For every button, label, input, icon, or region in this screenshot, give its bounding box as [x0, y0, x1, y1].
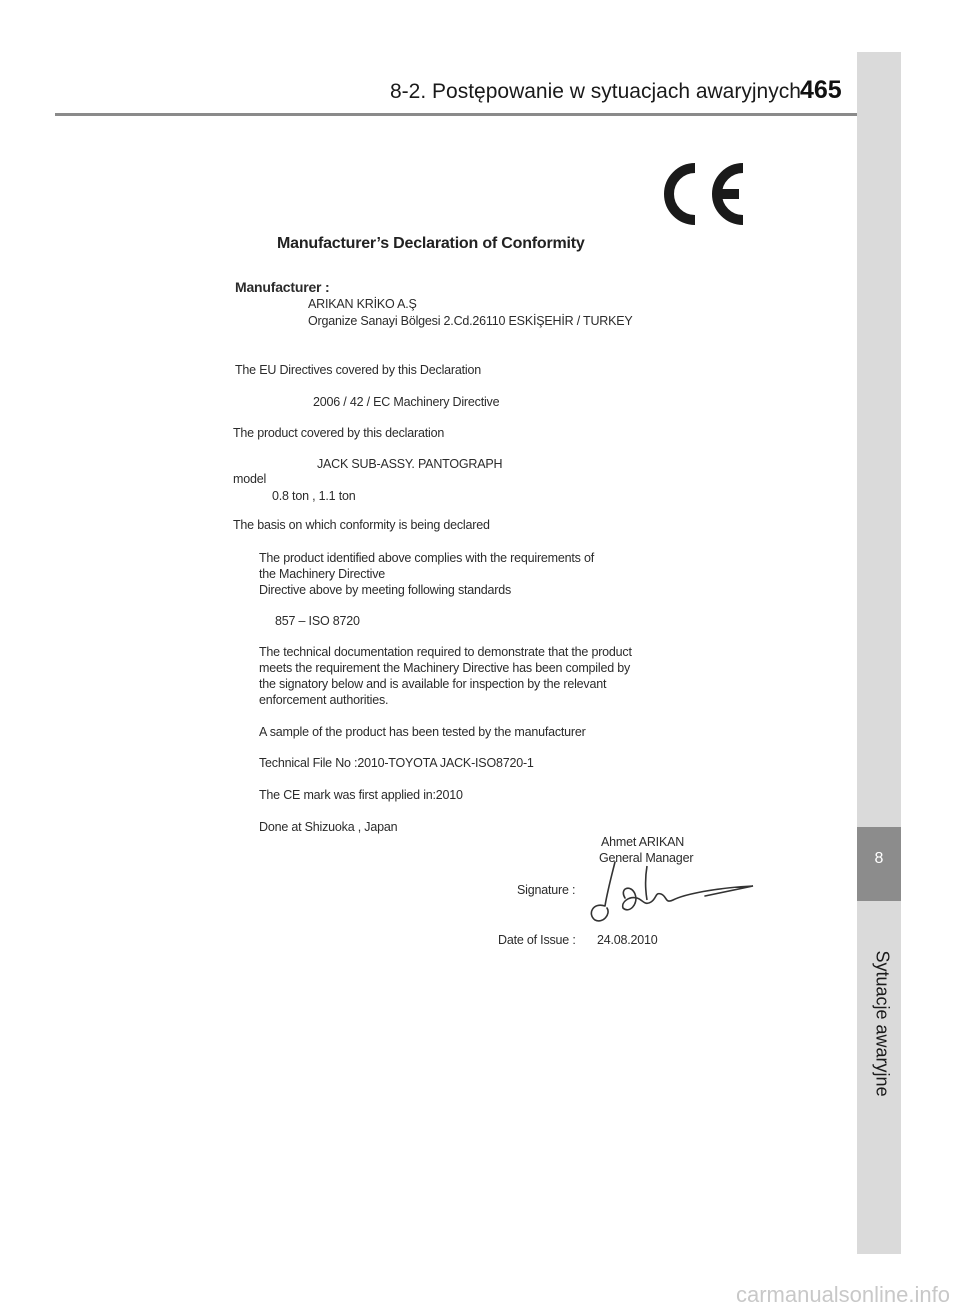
manufacturer-address: Organize Sanayi Bölgesi 2.Cd.26110 ESKİŞEHİR / TURKEY [308, 314, 633, 328]
product-name: JACK SUB-ASSY. PANTOGRAPH [317, 457, 503, 471]
product-label: The product covered by this declaration [233, 426, 445, 440]
signature-label: Signature : [517, 883, 576, 897]
eu-directives-label: The EU Directives covered by this Declaration [235, 363, 481, 377]
technical-doc-line: the signatory below and is available for inspection by the relevant [259, 677, 607, 691]
manufacturer-name: ARIKAN KRİKO A.Ş [308, 297, 417, 311]
done-at-text: Done at Shizuoka , Japan [259, 820, 398, 834]
technical-doc-line: The technical documentation required to demonstrate that the product [259, 645, 632, 659]
page-header-title: 8-2. Postępowanie w sytuacjach awaryjnych [390, 80, 801, 103]
directive-text: 2006 / 42 / EC Machinery Directive [313, 395, 500, 409]
date-of-issue-label: Date of Issue : [498, 933, 576, 947]
basis-line: Directive above by meeting following standards [259, 583, 512, 597]
technical-doc-line: meets the requirement the Machinery Directive has been compiled by [259, 661, 631, 675]
ce-mark-logo [655, 158, 751, 230]
signatory-name: Ahmet ARIKAN [601, 835, 685, 849]
page-number: 465 [800, 76, 842, 104]
chapter-label: Sytuacje awaryjne [872, 950, 893, 1097]
date-of-issue-value: 24.08.2010 [597, 933, 658, 947]
model-values: 0.8 ton , 1.1 ton [272, 489, 356, 503]
standard-reference: 857 – ISO 8720 [275, 614, 360, 628]
basis-line: The product identified above complies with the requirements of [259, 551, 595, 565]
signatory-title: General Manager [599, 851, 694, 865]
basis-label: The basis on which conformity is being declared [233, 518, 490, 532]
technical-file-number: Technical File No :2010-TOYOTA JACK-ISO8720-1 [259, 756, 534, 770]
manufacturer-label: Manufacturer : [235, 279, 330, 295]
basis-line: the Machinery Directive [259, 567, 386, 581]
header-divider [55, 113, 857, 116]
declaration-title: Manufacturer’s Declaration of Conformity [277, 235, 585, 252]
ce-applied-text: The CE mark was first applied in:2010 [259, 788, 463, 802]
sample-tested-text: A sample of the product has been tested by the manufacturer [259, 725, 586, 739]
handwritten-signature [585, 858, 760, 928]
model-label: model [233, 472, 267, 486]
technical-doc-line: enforcement authorities. [259, 693, 389, 707]
site-watermark: carmanualsonline.info [735, 1282, 950, 1307]
chapter-number: 8 [874, 850, 884, 867]
